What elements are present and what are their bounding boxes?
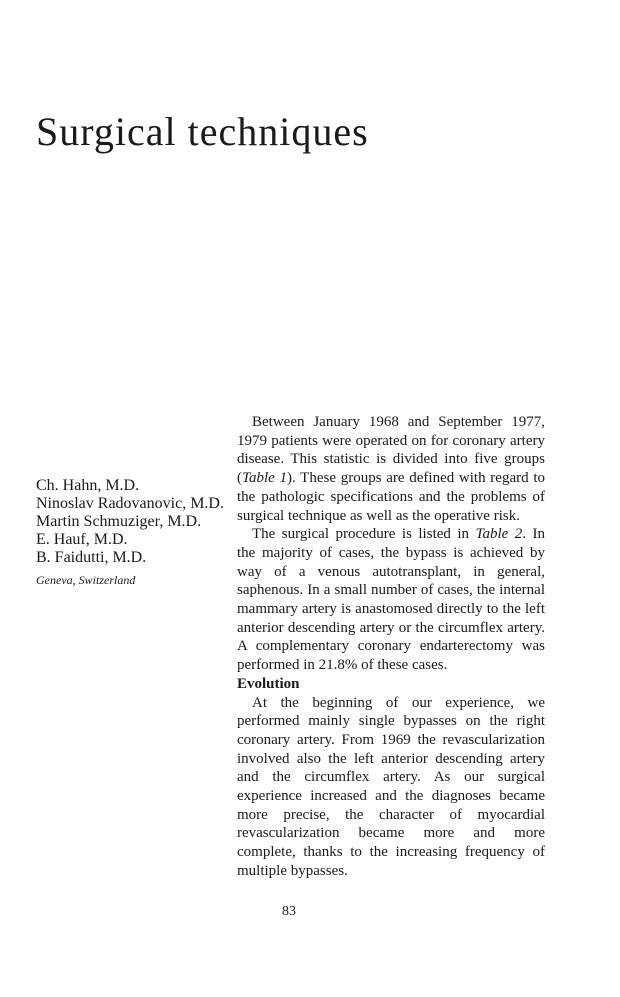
author-name: B. Faidutti, M.D. bbox=[36, 549, 147, 566]
page-title: Surgical techniques bbox=[36, 109, 369, 154]
author-list bbox=[36, 477, 236, 589]
paragraph bbox=[237, 525, 545, 675]
table-reference: Table 2 bbox=[475, 526, 523, 543]
affiliation: Geneva, Switzerland bbox=[36, 573, 136, 587]
author-name: Martin Schmuziger, M.D. bbox=[36, 513, 202, 530]
paragraph: At the beginning of our experience, we performed mainly single bypasses on the right coronary artery. From 1969 the revascularization involved also the left anterior descending artery and the circumflex artery. As our surgical experience increased and the diagnoses became more precise, the character of myocardial revascularization became more and more complete, thanks to the increasing frequency of multiple bypasses. bbox=[237, 694, 545, 879]
author-name: Ninoslav Radovanovic, M.D. bbox=[36, 495, 224, 512]
body-text bbox=[237, 413, 545, 881]
text-run: ). These groups are defined with regard to the pathologic specifications and the problems of surgical technique as well as the operative risk. bbox=[237, 470, 545, 524]
text-run: Between January 1968 and September 1977, 1979 patients were operated on for coronary artery disease. This statistic is divided into five groups ( bbox=[237, 414, 545, 487]
section-heading: Evolution bbox=[237, 675, 300, 692]
author-name: Ch. Hahn, M.D. bbox=[36, 477, 140, 494]
page-number: 83 bbox=[282, 904, 296, 919]
text-run: The surgical procedure is listed in bbox=[252, 526, 476, 543]
paragraph bbox=[237, 413, 545, 525]
author-name: E. Hauf, M.D. bbox=[36, 531, 128, 548]
text-run: . In the majority of cases, the bypass is achieved by way of a venous autotransplant, in general, saphenous. In a small number of cases, the internal mammary artery is anastomosed directly to the left anterior descending artery or the circumflex artery. A complementary coronary endarterectomy was performed in 21.8% of these cases. bbox=[237, 526, 545, 674]
table-reference: Table 1 bbox=[242, 470, 287, 487]
